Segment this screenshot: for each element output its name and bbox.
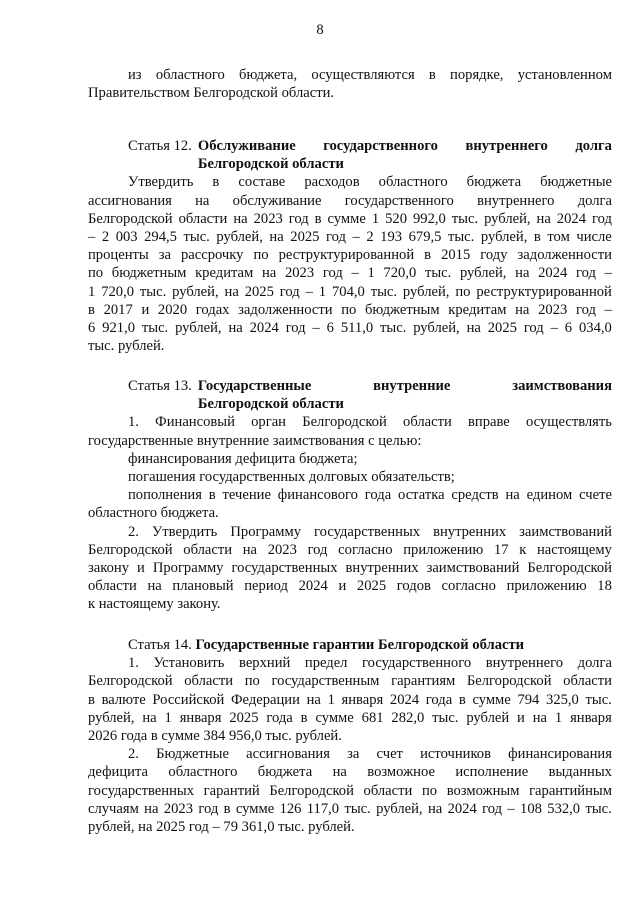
article-13-body	[88, 413, 612, 613]
text-line: – 2 003 294,5 тыс. рублей, на 2025 год – 2 193 679,5 тыс. рублей, в том числе	[88, 228, 612, 245]
text-line: дефицита областного бюджета на возможное исполнение выданных	[88, 764, 612, 781]
text-line: по бюджетным кредитам на 2023 год – 1 720,0 тыс. рублей, на 2024 год –	[88, 265, 612, 282]
page-number: 8	[316, 22, 324, 38]
text-line: случаям на 2023 год в сумме 126 117,0 тыс. рублей, на 2024 год – 108 532,0 тыс.	[88, 800, 612, 817]
text-line: в валюте Российской Федерации на 1 января 2024 года в сумме 794 325,0 тыс.	[88, 691, 612, 708]
text-line: рублей, на 2025 год – 79 361,0 тыс. рублей.	[88, 818, 355, 835]
text-line: 1. Установить верхний предел государственного внутреннего долга	[128, 655, 612, 672]
article-14	[88, 636, 612, 836]
article-14-body	[88, 654, 612, 836]
text-line: Белгородской области на 2023 год согласно приложению 17 к настоящему	[88, 541, 612, 558]
article-13-heading	[88, 377, 612, 413]
text-line: 6 921,0 тыс. рублей, на 2024 год – 6 511,0 тыс. рублей, на 2025 год – 6 034,0	[88, 319, 612, 336]
article-12-body	[88, 173, 612, 355]
list-item: пополнения в течение финансового года остатка средств на едином счете	[128, 487, 612, 504]
title-line: Государственные внутренние заимствования	[197, 378, 612, 394]
article-13-title	[198, 377, 612, 413]
text-line: государственные внутренние заимствования с целью:	[88, 432, 422, 449]
text-line: ассигнования на обслуживание государственного внутреннего долга	[88, 192, 612, 209]
text-line: из областного бюджета, осуществляются в порядке, установленном	[128, 67, 612, 83]
article-14-label: Статья 14.	[128, 637, 192, 653]
text-line: в 2017 и 2020 годах задолженности по бюджетным кредитам на 2023 год –	[88, 301, 612, 318]
text-line: Белгородской области на 2023 год в сумме 1 520 992,0 тыс. рублей, на 2024 год	[88, 210, 612, 227]
text-line: 1 720,0 тыс. рублей, на 2025 год – 1 704,0 тыс. рублей, по реструктурированной	[88, 283, 612, 300]
text-line: 1. Финансовый орган Белгородской области вправе осуществлять	[128, 414, 612, 431]
article-12-label: Статья 12.	[128, 138, 192, 154]
text-line: областного бюджета.	[88, 505, 219, 522]
text-line: Белгородской области по государственным гарантиям Белгородской области	[88, 673, 612, 690]
title-line: Обслуживание государственного внутреннего долга	[197, 138, 612, 154]
text-line: Утвердить в составе расходов областного бюджета бюджетные	[128, 174, 612, 191]
text-line: государственных гарантий Белгородской области по возможным гарантийным	[88, 782, 612, 799]
intro-paragraph	[88, 66, 612, 102]
article-12-title	[198, 137, 612, 173]
text-line: Правительством Белгородской области.	[88, 85, 335, 102]
list-item: финансирования дефицита бюджета;	[128, 450, 358, 467]
text-line: проценты за рассрочку по реструктурированной в 2015 году задолженности	[88, 247, 612, 264]
article-12-heading	[88, 137, 612, 173]
text-line: 2. Бюджетные ассигнования за счет источников финансирования	[128, 746, 612, 763]
article-13	[88, 377, 612, 613]
article-14-heading	[88, 636, 612, 654]
text-line: к настоящему закону.	[88, 596, 221, 613]
article-12	[88, 137, 612, 355]
list-item: погашения государственных долговых обязательств;	[128, 468, 455, 485]
text-line: рублей, на 1 января 2025 года в сумме 681 282,0 тыс. рублей и на 1 января	[88, 709, 612, 726]
title-line: Белгородской области	[197, 396, 344, 413]
article-13-label: Статья 13.	[128, 378, 192, 394]
text-line: 2. Утвердить Программу государственных внутренних заимствований	[128, 523, 612, 540]
text-line: тыс. рублей.	[88, 338, 165, 355]
title-line: Белгородской области	[197, 156, 344, 173]
text-line: 2026 года в сумме 384 956,0 тыс. рублей.	[88, 727, 342, 744]
text-line: области на плановый период 2024 и 2025 годов согласно приложению 18	[88, 578, 612, 595]
article-14-title: Государственные гарантии Белгородской области	[195, 637, 525, 653]
text-line: закону и Программу государственных внутренних заимствований Белгородской	[88, 559, 612, 576]
